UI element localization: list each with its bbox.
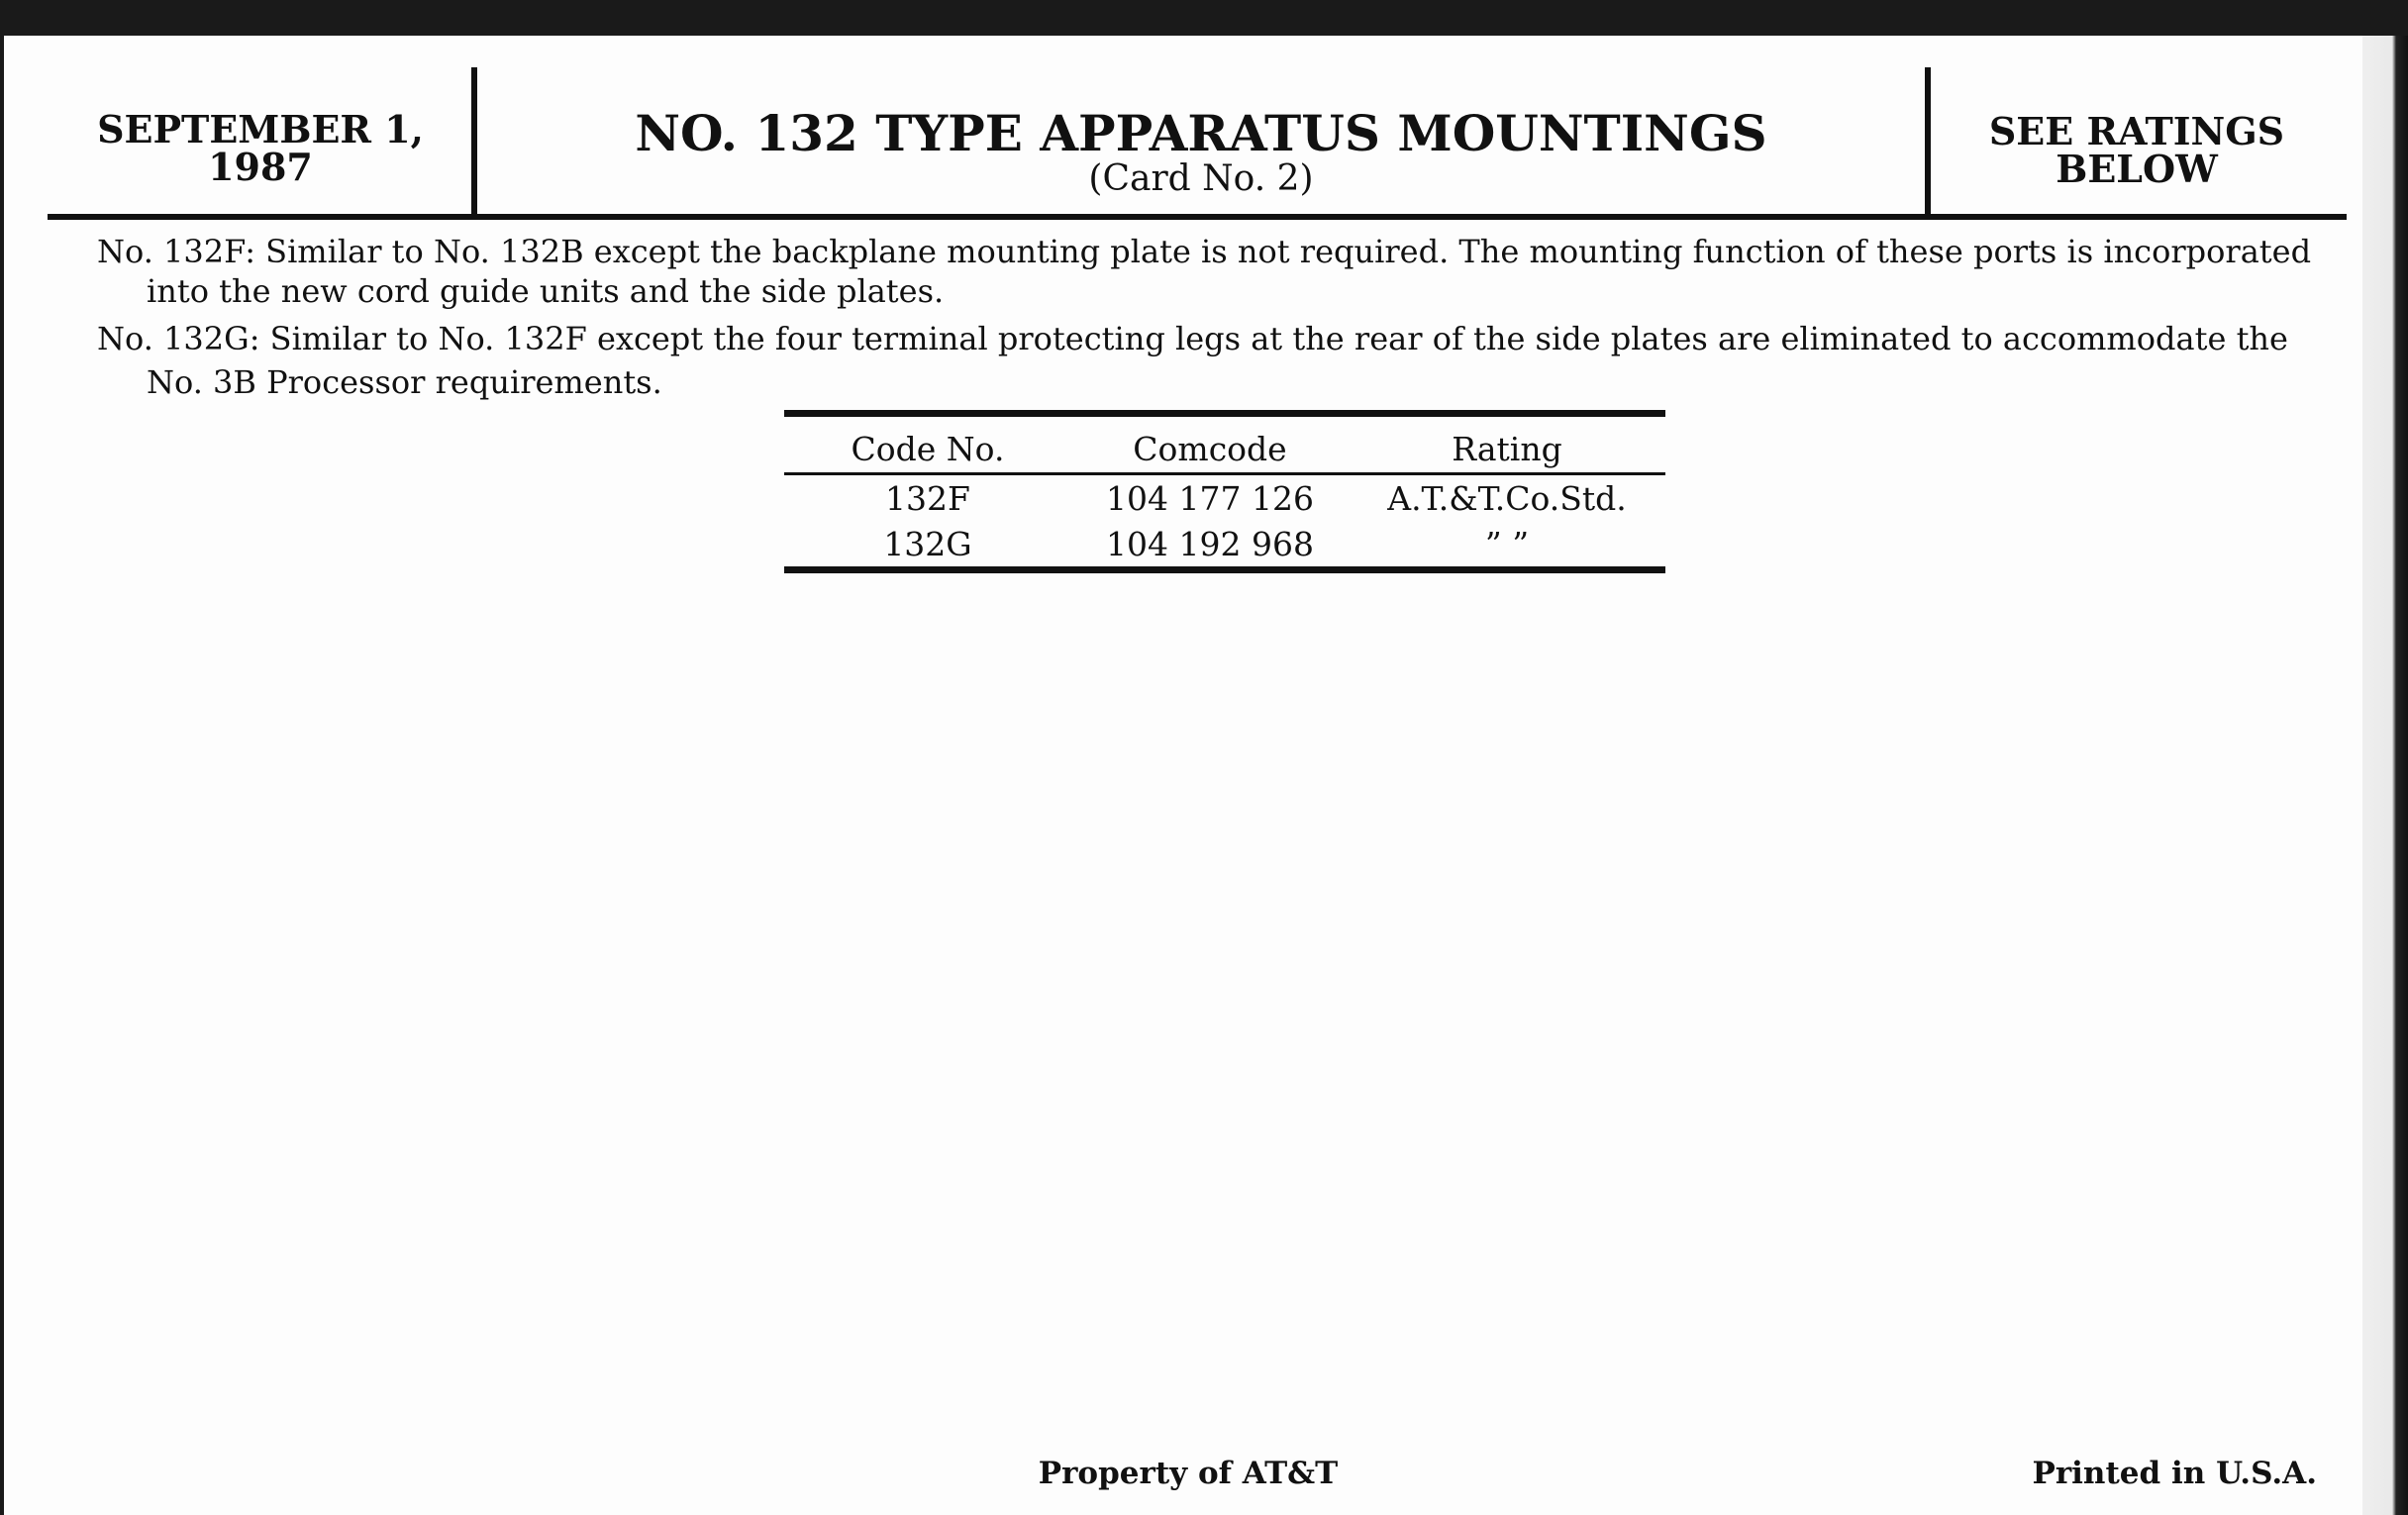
date-line-2: 1987 (208, 145, 313, 189)
table-row (784, 474, 1665, 522)
printed-note: Printed in U.S.A. (2032, 1456, 2317, 1491)
cell-rating: A.T.&T.Co.Std. (1387, 478, 1627, 518)
column-header-code: Code No. (784, 414, 1071, 474)
ratings-line-2: BELOW (2056, 147, 2218, 191)
header-rule (48, 214, 2347, 220)
cell-rating: ” ” (1349, 521, 1665, 570)
column-header-comcode: Comcode (1071, 414, 1349, 474)
table-row (784, 521, 1665, 570)
cell-comcode: 104 192 968 (1071, 521, 1349, 570)
ratings-block (1929, 109, 2345, 191)
card-header (48, 36, 2345, 220)
cell-comcode: 104 177 126 (1106, 478, 1314, 518)
title-block (473, 104, 1929, 199)
description-text (97, 232, 2325, 410)
date-block (48, 107, 473, 189)
code-table (784, 410, 1665, 573)
column-header-rating: Rating (1349, 414, 1665, 474)
cell-code: 132G (784, 521, 1071, 570)
card-edge-shadow (2362, 36, 2408, 1515)
page-title: NO. 132 TYPE APPARATUS MOUNTINGS (635, 104, 1767, 162)
paragraph-132f: No. 132F: Similar to No. 132B except the backplane mounting plate is not required. The mounting function of these ports is incorporated into the new cord guide units and the side plates. (97, 233, 2312, 310)
ratings-line-1: SEE RATINGS (1988, 109, 2285, 153)
date-line-1: SEPTEMBER 1, (97, 107, 424, 152)
page-subtitle: (Card No. 2) (1088, 158, 1314, 199)
paragraph-132g: No. 132G: Similar to No. 132F except the four terminal protecting legs at the rear of the side plates are eliminated to accommodate the No. 3B Processor requirements. (97, 320, 2288, 401)
table-header-row (784, 414, 1665, 474)
reference-card (4, 36, 2362, 1515)
cell-code: 132F (885, 478, 970, 518)
property-note: Property of AT&T (1038, 1456, 1339, 1491)
